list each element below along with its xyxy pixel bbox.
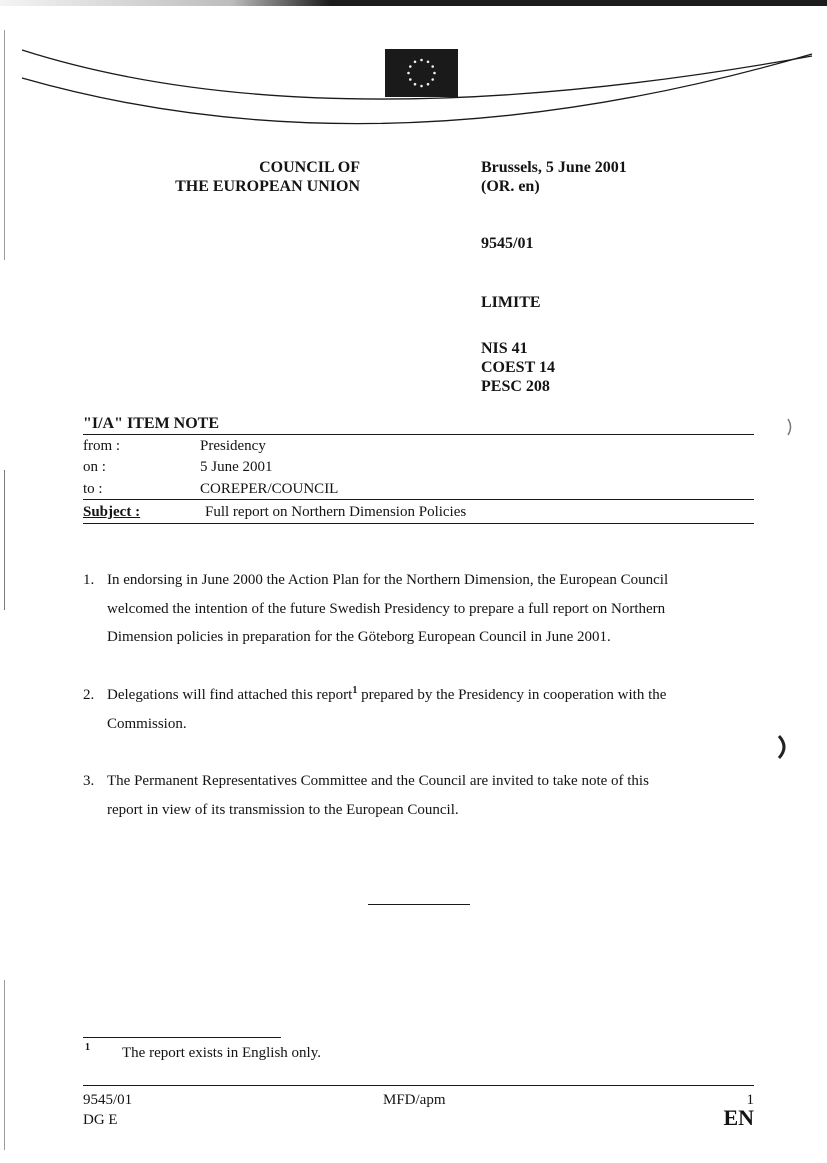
note-title: "I/A" ITEM NOTE bbox=[83, 415, 220, 432]
footer-doc-number: 9545/01 bbox=[83, 1092, 133, 1108]
on-value: 5 June 2001 bbox=[200, 459, 273, 475]
paragraph-number: 2. bbox=[83, 687, 95, 703]
footnote-mark: 1 bbox=[85, 1042, 90, 1053]
scan-bracket-mark bbox=[786, 418, 794, 436]
classification-codes bbox=[481, 339, 555, 396]
paragraph-text: Delegations will find attached this report bbox=[107, 687, 353, 703]
code-coest: COEST 14 bbox=[481, 359, 555, 376]
paragraph-text: prepared by the Presidency in cooperation with the bbox=[357, 687, 667, 703]
footnote-separator bbox=[83, 1037, 281, 1038]
footer-left bbox=[83, 1090, 132, 1130]
scan-margin-line bbox=[4, 980, 5, 1150]
paragraph-line: welcomed the intention of the future Swedish Presidency to prepare a full report on Northern bbox=[107, 600, 666, 617]
council-name-line2: THE EUROPEAN UNION bbox=[175, 178, 360, 195]
paragraph-3 bbox=[83, 767, 763, 824]
original-language: (OR. en) bbox=[481, 178, 540, 195]
eu-flag-logo bbox=[385, 49, 458, 97]
scan-bracket-mark bbox=[776, 734, 790, 760]
footnote-text: The report exists in English only. bbox=[122, 1045, 321, 1061]
to-label: to : bbox=[83, 481, 103, 497]
scan-top-border-fade bbox=[0, 0, 330, 6]
subject-value: Full report on Northern Dimension Policies bbox=[205, 504, 467, 520]
end-of-text-rule bbox=[368, 904, 470, 905]
paragraph-line: report in view of its transmission to the European Council. bbox=[107, 801, 459, 818]
from-label: from : bbox=[83, 438, 121, 454]
document-number: 9545/01 bbox=[481, 235, 534, 252]
to-value: COREPER/COUNCIL bbox=[200, 481, 339, 497]
paragraph-number: 3. bbox=[83, 773, 95, 789]
eu-stars-icon bbox=[385, 49, 458, 97]
footer-directorate: DG E bbox=[83, 1112, 118, 1128]
footnote-reference[interactable]: 1 bbox=[352, 685, 358, 696]
issuing-body bbox=[140, 158, 360, 196]
paragraph-line: In endorsing in June 2000 the Action Plan for the Northern Dimension, the European Council bbox=[107, 572, 669, 588]
paragraph-line: The Permanent Representatives Committee and the Council are invited to take note of this bbox=[107, 773, 649, 789]
paragraph-2 bbox=[83, 681, 763, 738]
council-name-line1: COUNCIL OF bbox=[259, 159, 360, 176]
to-rule bbox=[83, 499, 754, 500]
on-label: on : bbox=[83, 459, 106, 475]
paragraph-line: Commission. bbox=[107, 715, 187, 732]
from-value: Presidency bbox=[200, 438, 266, 454]
paragraph-1 bbox=[83, 566, 763, 652]
paragraph-line bbox=[107, 681, 763, 710]
classification: LIMITE bbox=[481, 294, 541, 311]
scan-margin-line bbox=[4, 30, 5, 260]
subject-label: Subject : bbox=[83, 504, 141, 520]
place-date-block bbox=[481, 158, 627, 196]
scan-margin-line bbox=[4, 470, 5, 610]
footer-author-ref: MFD/apm bbox=[383, 1092, 446, 1108]
page-number: 1 bbox=[746, 1092, 754, 1108]
paragraph-number: 1. bbox=[83, 572, 95, 588]
code-nis: NIS 41 bbox=[481, 340, 528, 357]
paragraph-line: Dimension policies in preparation for the Göteborg European Council in June 2001. bbox=[107, 629, 611, 645]
footer-rule bbox=[83, 1085, 754, 1086]
code-pesc: PESC 208 bbox=[481, 378, 550, 395]
note-title-rule bbox=[83, 434, 754, 435]
subject-rule bbox=[83, 523, 754, 524]
place-date: Brussels, 5 June 2001 bbox=[481, 159, 627, 176]
language-code: EN bbox=[723, 1105, 754, 1130]
